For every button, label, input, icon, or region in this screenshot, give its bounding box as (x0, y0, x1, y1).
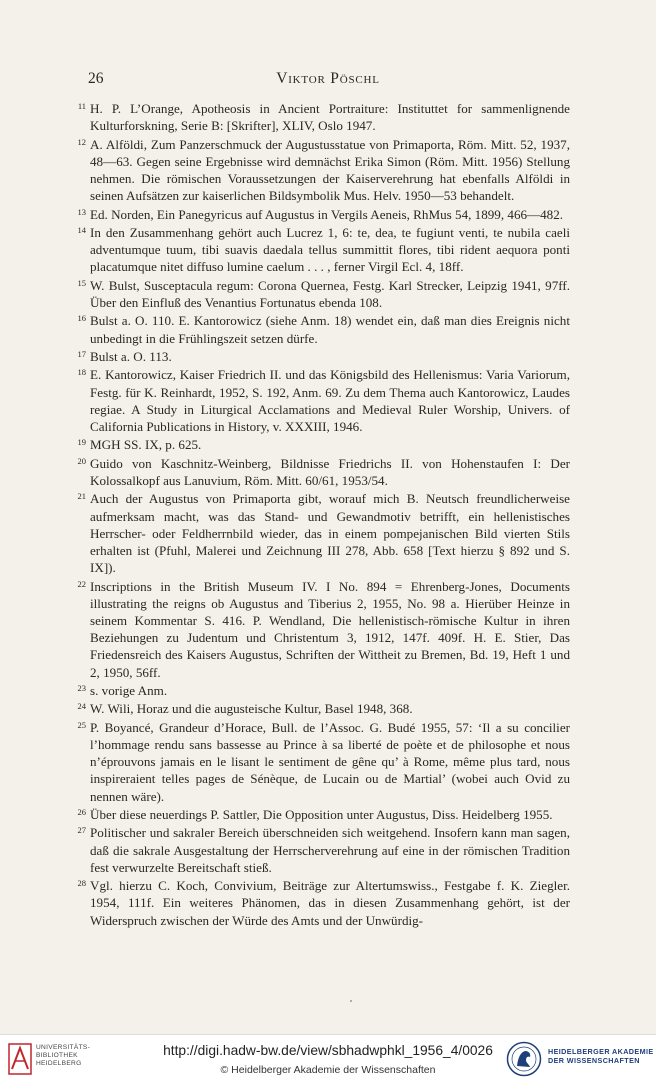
footnote (77, 455, 570, 489)
footnote-number: 13 (77, 206, 86, 217)
footnote-text: P. Boyancé, Grandeur d’Horace, Bull. de l’Assoc. G. Budé 1955, 57: ‘Il a su concilier l’hommage rendu sans bassesse au Prince à sa liberté de poète et de philosophe et nous n’éprouvons jamais en le lisant le sentiment de gêne qu’ à Rome, même plus tard, nous inspireraient telles pages de Sénèque, de Lucain ou de Martial’ (wobei auch Ovid zu nennen wäre). (90, 719, 570, 804)
footnote-text: MGH SS. IX, p. 625. (90, 437, 202, 453)
footnote (77, 206, 570, 223)
footnote (77, 490, 570, 576)
footnote-number: 28 (77, 878, 86, 889)
footnote-number: 17 (77, 348, 86, 359)
speck (350, 1000, 352, 1002)
footnote (77, 436, 570, 453)
running-head (88, 70, 568, 90)
footnote (77, 100, 570, 134)
permalink[interactable]: http://digi.hadw-bw.de/view/sbhadwphkl_1956_4/0026 (163, 1043, 493, 1058)
footnote-number: 19 (77, 437, 86, 448)
footnote-text: Politischer und sakraler Bereich überschneiden sich weitgehend. Insofern kann man sagen, daß die sakrale Ausgestaltung der Herrscherverehrung auf eine in der römischen Tradition fest verwurzelte Bereitschaft stieß. (90, 825, 570, 875)
footnote (77, 824, 570, 876)
footnote-text: W. Wili, Horaz und die augusteische Kultur, Basel 1948, 368. (90, 701, 413, 717)
footnote-text: Guido von Kaschnitz-Weinberg, Bildnisse Friedrichs II. von Hohenstaufen I: Der Kolossalkopf aus Lanuvium, Röm. Mitt. 60/61, 1953/54. (90, 455, 570, 488)
footnote (77, 578, 570, 681)
footnote (77, 312, 570, 346)
footnote-text: Ed. Norden, Ein Panegyricus auf Augustus in Vergils Aeneis, RhMus 54, 1899, 466—482. (90, 206, 564, 222)
university-library-label: UNIVERSITÄTS- BIBLIOTHEK HEIDELBERG (36, 1044, 91, 1067)
footnote (77, 806, 570, 823)
footnote-number: 22 (77, 578, 86, 589)
footnote-number: 11 (77, 101, 86, 111)
footnote-text: H. P. L’Orange, Apotheosis in Ancient Portraiture: Instituttet for sammenlignende Kulturforskning, Serie B: [Skrifter], XLIV, Oslo 1947. (90, 101, 570, 134)
footnote-text: W. Bulst, Susceptacula regum: Corona Quernea, Festg. Karl Strecker, Leipzig 1941, 97ff. Über den Einfluß des Venantius Fortunatus ebenda 108. (90, 277, 570, 310)
academy-label: HEIDELBERGER AKADEMIE DER WISSENSCHAFTEN (548, 1047, 654, 1065)
footnotes (77, 100, 570, 930)
footnote-text: Bulst a. O. 110. E. Kantorowicz (siehe Anm. 18) wendet ein, daß man dies Ereignis nicht unbedingt in die Frühlingszeit setzen dürfe. (90, 313, 570, 346)
footnote (77, 348, 570, 365)
footnote-text: Vgl. hierzu C. Koch, Convivium, Beiträge zur Altertumswiss., Festgabe f. K. Ziegler. 1954, 111f. Ein weiteres Phänomen, das in diesen Zusammenhang gehört, ist der Widerspruch zwischen der Würde des Amts und der Unwürdig- (90, 878, 570, 928)
footnote-text: Auch der Augustus von Primaporta gibt, worauf mich B. Neutsch freundlicherweise aufmerksam macht, was das Stand- und Gewandmotiv betrifft, ein hellenistisches Herrscher- oder Feldherrnbild wieder, das in einem pompejanischen Bild vierten Stils erhalten ist (Pfuhl, Malerei und Zeichnung III 278, Abb. 658 [Text hierzu § 892 und S. IX]). (90, 491, 570, 576)
footnote-number: 21 (77, 491, 86, 502)
footnote-number: 27 (77, 825, 86, 836)
page-number: 26 (88, 70, 104, 87)
running-head-author: Viktor Pöschl (276, 70, 380, 87)
footnote-text: Bulst a. O. 113. (90, 348, 172, 364)
footnote (77, 136, 570, 205)
footnote (77, 719, 570, 805)
footnote-number: 15 (77, 277, 86, 288)
footnote (77, 877, 570, 929)
footnote-number: 24 (77, 701, 86, 712)
footnote-number: 14 (77, 224, 86, 235)
footnote-text: s. vorige Anm. (90, 682, 168, 698)
academy-seal-icon (506, 1041, 542, 1077)
footnote (77, 277, 570, 311)
footnote-text: In den Zusammenhang gehört auch Lucrez 1, 6: te, dea, te fugiunt venti, te nubila caeli adventumque tuum, tibi suavis daedala tellus summittit flores, tibi rident aequora ponti placatumque nitet diffuso lumine caelum . . . , ferner Virgil Ecl. 4, 18ff. (90, 224, 570, 275)
footnote-text: Inscriptions in the British Museum IV. I No. 894 = Ehrenberg-Jones, Documents illustrating the reigns ob Augustus and Tiberius 2, 1955, No. 98 a. Hierüber Heinze in seinem Kommentar S. 416. P. Wendland, Die hellenistisch-römische Kultur in ihren Beziehungen zu Judentum und Christentum 3, 1912, 147f. 409f. H. E. Stier, Das Friedensreich des Kaisers Augustus, Schriften der Wittheit zu Bremen, Bd. 19, Heft 1 und 2, 1950, 56ff. (90, 578, 570, 680)
footnote-number: 25 (77, 719, 86, 730)
footnote (77, 224, 570, 276)
footnote-number: 20 (77, 455, 86, 466)
footnote-number: 12 (77, 136, 86, 147)
footnote (77, 366, 570, 435)
footnote (77, 700, 570, 717)
footnote-number: 23 (77, 682, 86, 693)
footnote-number: 26 (77, 806, 86, 817)
footnote-number: 16 (77, 313, 86, 324)
footnote-text: E. Kantorowicz, Kaiser Friedrich II. und das Königsbild des Hellenismus: Varia Variorum, Festg. für K. Reinhardt, 1952, S. 192, Anm. 69. Zu dem Thema auch Kantorowicz, Laudes regiae. A Study in Liturgical Acclamations and Medieval Ruler Worship, Univers. of California Publications in History, v. XXXIII, 1946. (90, 367, 570, 434)
footnote-text: Über diese neuerdings P. Sattler, Die Opposition unter Augustus, Diss. Heidelberg 1955. (90, 806, 553, 822)
copyright-notice: © Heidelberger Akademie der Wissenschaften (220, 1064, 436, 1076)
viewer-footer (0, 1034, 656, 1083)
footnote-text: A. Alföldi, Zum Panzerschmuck der Augustusstatue von Primaporta, Röm. Mitt. 52, 1937, 48—63. Gegen seine Ergebnisse wird demnächst Erika Simon (Röm. Mitt. 1956) Stellung nehmen. Die römischen Voraussetzungen der Kaiserverehrung hat ebenfalls Alföldi in seinen Aufsätzen zur kaiserlichen Bildsymbolik Mus. Helv. 1950—53 behandelt. (90, 136, 570, 204)
footnote-number: 18 (77, 367, 86, 378)
footnote (77, 682, 570, 699)
